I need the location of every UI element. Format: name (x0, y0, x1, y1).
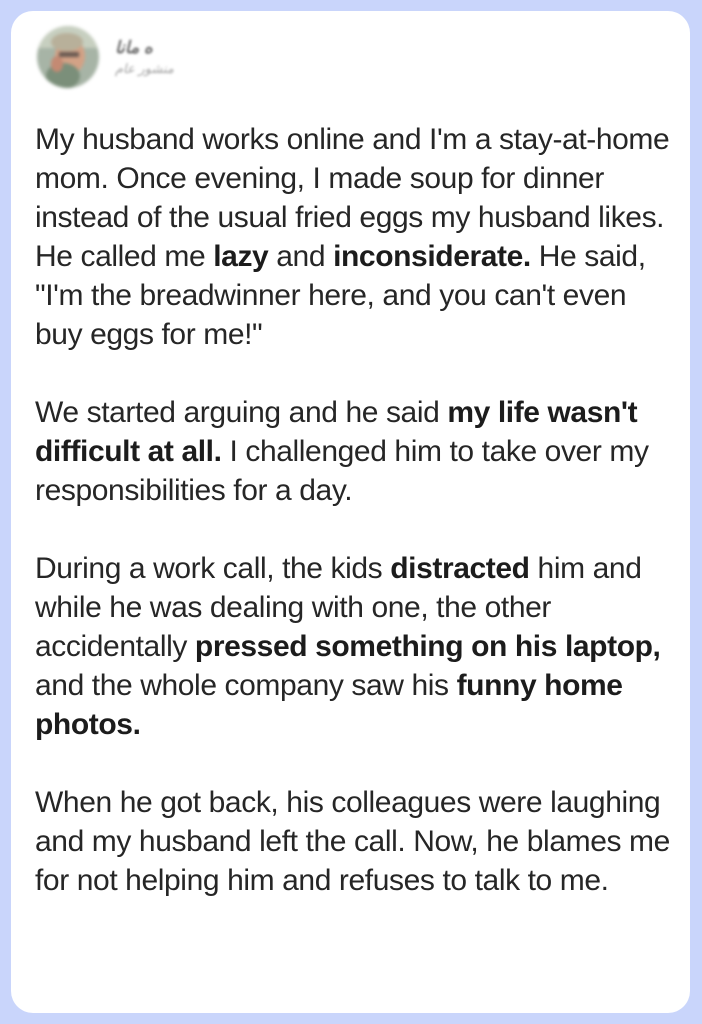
post-paragraph-1 (35, 120, 675, 354)
text: and the whole company saw his (35, 669, 457, 702)
avatar-photo-icon (37, 26, 99, 88)
text: When he got back, his colleagues were laughing and my husband left the call. Now, he blames me for not helping him and refuses to talk to me. (35, 786, 670, 897)
text: My husband works online and I'm a stay-at-home mom. Once evening, I made soup for dinner instead of the usual fried eggs my husband likes. He called me (35, 123, 670, 273)
text: During a work call, the kids (35, 552, 391, 585)
emphasis: pressed something on his laptop, (194, 630, 661, 663)
text: and (268, 240, 334, 273)
text: him and while he was dealing with one, the other accidentally (35, 552, 642, 663)
post-paragraph-3 (35, 549, 675, 744)
author-info (115, 39, 174, 75)
post-paragraph-4 (35, 783, 675, 900)
emphasis: distracted (390, 552, 530, 585)
post-body (35, 120, 675, 900)
text: He said, "I'm the breadwinner here, and you can't even buy eggs for me!" (35, 240, 646, 351)
emphasis: my life wasn't difficult at all. (35, 396, 638, 468)
text: We started arguing and he said (35, 396, 448, 429)
post-card (11, 11, 690, 1013)
emphasis: funny home photos. (35, 669, 623, 741)
post-paragraph-2 (35, 393, 675, 510)
post-meta: ﻣﻨﺸﻮر ﻋﺎم (115, 61, 174, 76)
post-header (37, 25, 174, 89)
author-name[interactable]: ه ﻣﺎﻧﺎ (115, 38, 153, 57)
emphasis: lazy (213, 240, 269, 273)
emphasis: inconsiderate. (333, 240, 531, 273)
avatar[interactable] (37, 26, 99, 88)
text: I challenged him to take over my responsibilities for a day. (35, 435, 649, 507)
